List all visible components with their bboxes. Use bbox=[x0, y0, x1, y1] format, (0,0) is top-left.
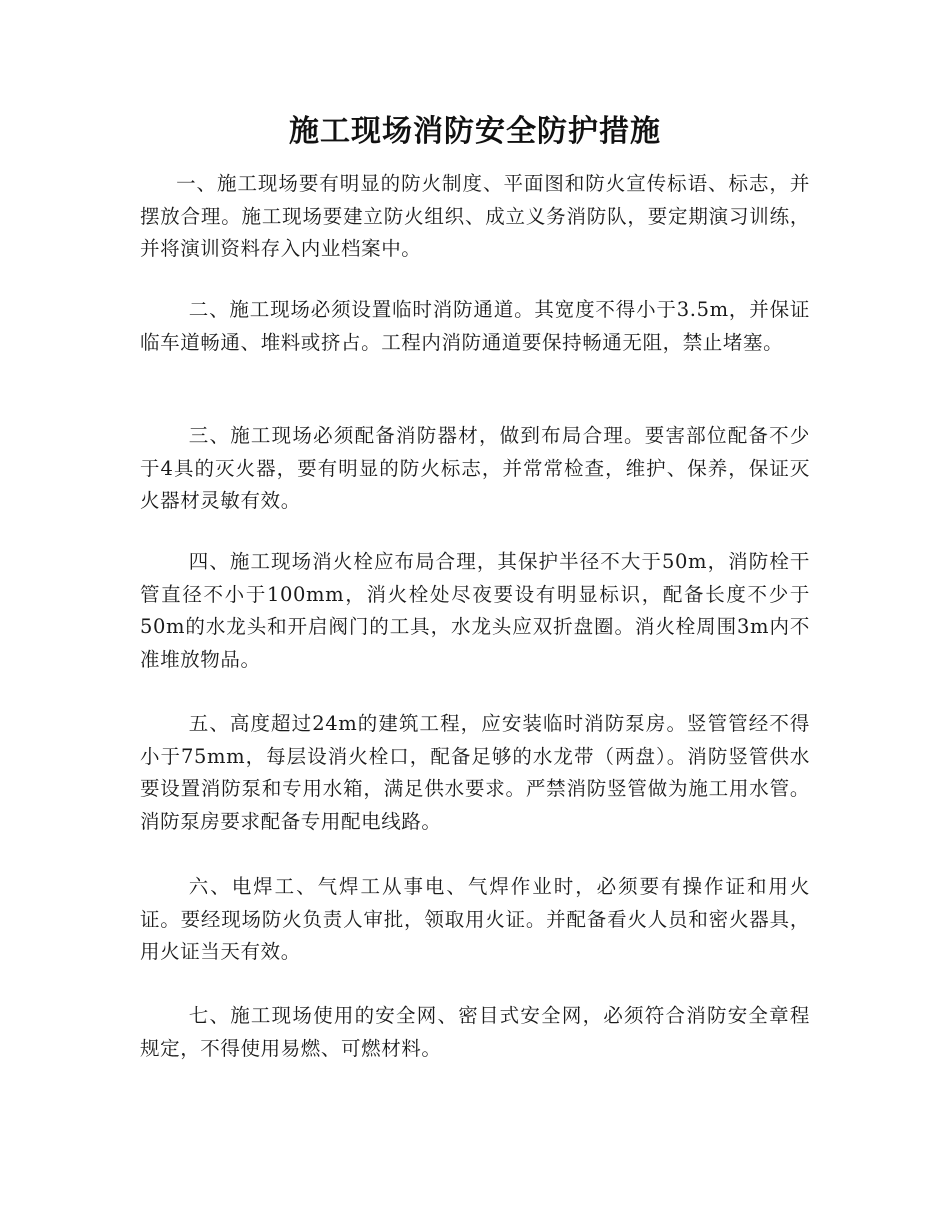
paragraph-1: 一、施工现场要有明显的防火制度、平面图和防火宣传标语、标志，并摆放合理。施工现场要建立防火组织、成立义务消防队，要定期演习训练，并将演训资料存入内业档案中。 bbox=[140, 172, 810, 260]
paragraph-5: 五、高度超过24m的建筑工程，应安装临时消防泵房。竖管管经不得小于75mm，每层设消火栓口，配备足够的水龙带（两盘）。消防竖管供水要设置消防泵和专用水箱，满足供水要求。严禁消防竖管做为施工用水管。消防泵房要求配备专用配电线路。 bbox=[140, 712, 810, 833]
paragraph-2: 二、施工现场必须设置临时消防通道。其宽度不得小于3.5m，并保证临车道畅通、堆料或挤占。工程内消防通道要保持畅通无阻，禁止堵塞。 bbox=[140, 298, 810, 354]
paragraph-3: 三、施工现场必须配备消防器材，做到布局合理。要害部位配备不少于4具的灭火器，要有明显的防火标志，并常常检查，维护、保养，保证灭火器材灵敏有效。 bbox=[140, 424, 810, 512]
paragraph-6: 六、电焊工、气焊工从事电、气焊作业时，必须要有操作证和用火证。要经现场防火负责人审批，领取用火证。并配备看火人员和密火器具，用火证当天有效。 bbox=[140, 875, 810, 963]
paragraph-4: 四、施工现场消火栓应布局合理，其保护半径不大于50m，消防栓干管直径不小于100mm，消火栓处尽夜要设有明显标识，配备长度不少于50m的水龙头和开启阀门的工具，水龙头应双折盘圈。消火栓周围3m内不准堆放物品。 bbox=[140, 550, 810, 671]
paragraph-7: 七、施工现场使用的安全网、密目式安全网，必须符合消防安全章程规定，不得使用易燃、可燃材料。 bbox=[140, 1004, 810, 1060]
page-title: 施工现场消防安全防护措施 bbox=[289, 114, 661, 149]
